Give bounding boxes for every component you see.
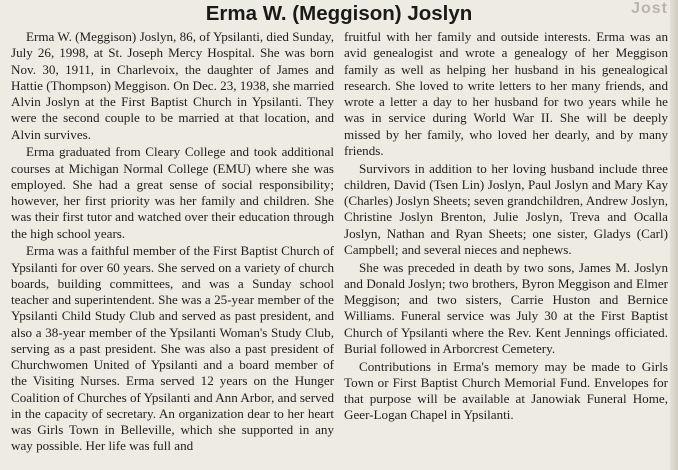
- paragraph-continuation: fruitful with her family and outside interests. Erma was an avid genealogist and wrote a genealogy of her Meggison family as well as helping her husband in his genealogical research. She loved to write letters to her many friends, and wrote a letter a day to her husband for two years while he was in service during World War II. She will be deeply missed by her family, who loved her dearly, and by many friends.: [344, 29, 668, 158]
- paragraph-church: Erma was a faithful member of the First Baptist Church of Ypsilanti for over 60 years. She served on a variety of church boards, building committees, and was a Sunday school teacher and superintendent. She was a 25-year member of the Ypsilanti Child Study Club and served as past president, and also a 38-year member of the Ypsilanti Woman's Study Club, serving as a past president. She was also a past president of Churchwomen United of Ypsilanti and a board member of the Visiting Nurses. Erma served 12 years on the Hunger Coalition of Churches of Ypsilanti and Ann Arbor, and served in the capacity of secretary. An organization dear to her heart was Girls Town in Belleville, which she supported in any way possible. Her life was full and: [11, 243, 334, 454]
- paragraph-contributions: Contributions in Erma's memory may be made to Girls Town or First Baptist Church Memorial Fund. Envelopes for that purpose will be available at Janowiak Funeral Home, Geer-Logan Chapel in Ypsilanti.: [344, 358, 668, 423]
- bleed-through-text: Jost: [631, 0, 668, 17]
- paragraph-education: Erma graduated from Cleary College and took additional courses at Michigan Normal College (EMU) where she was employed. She had a great sense of social responsibility; however, her first priority was her family and children. She was their first tutor and watched over their education through the high school years.: [11, 144, 334, 241]
- page-edge-shadow: [670, 0, 678, 470]
- paragraph-intro: Erma W. (Meggison) Joslyn, 86, of Ypsilanti, died Sunday, July 26, 1998, at St. Joseph Mercy Hospital. She was born Nov. 30, 1911, in Charlevoix, the daughter of James and Hattie (Thompson) Meggison. On Dec. 23, 1938, she married Alvin Joslyn at the First Baptist Church in Ypsilanti. They were the second couple to be married at that location, and Alvin survives.: [11, 29, 334, 142]
- left-column: [11, 29, 334, 456]
- paragraph-preceded: She was preceded in death by two sons, James M. Joslyn and Donald Joslyn; two brothers, Byron Meggison and Elmer Meggison; and two sisters, Carrie Huston and Bernice Williams. Funeral service was July 30 at the First Baptist Church of Ypsilanti where the Rev. Kent Jennings officiated. Burial followed in Arborcrest Cemetery.: [344, 259, 668, 356]
- obituary-title: Erma W. (Meggison) Joslyn: [205, 2, 473, 25]
- right-column: [344, 29, 668, 425]
- paragraph-survivors: Survivors in addition to her loving husband include three children, David (Tsen Lin) Joslyn, Paul Joslyn and Mary Kay (Charles) Joslyn Sheets; seven grandchildren, Andrew Joslyn, Christine Joslyn Brenton, Julie Joslyn, Treva and Ocalla Joslyn, Nathan and Ryan Sheets; one sister, Gladys (Carl) Campbell; and several nieces and nephews.: [344, 160, 668, 257]
